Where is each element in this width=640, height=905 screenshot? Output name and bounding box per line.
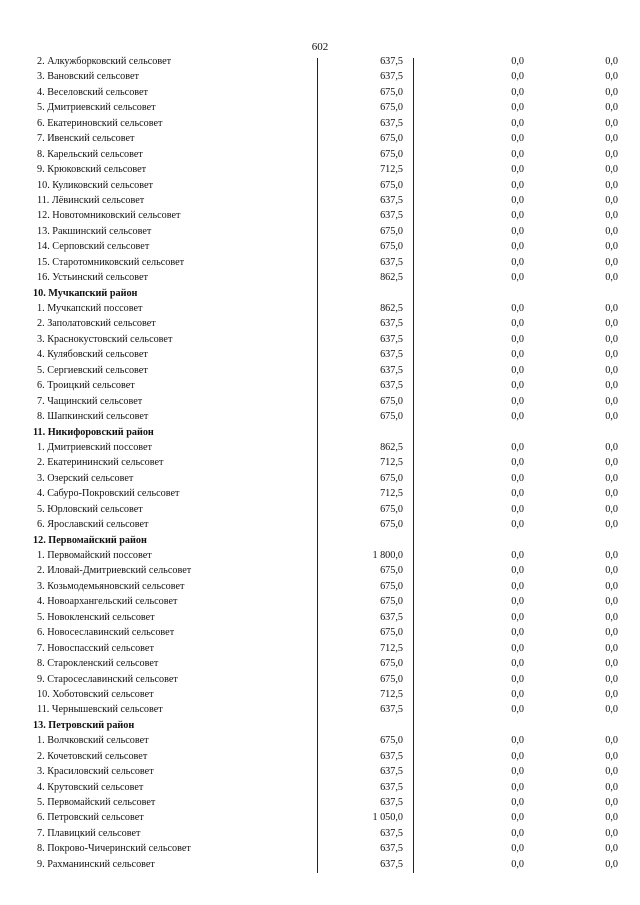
value-cell-1: 675,0 bbox=[380, 179, 403, 191]
table-row bbox=[33, 579, 618, 594]
value-cell-2: 0,0 bbox=[511, 488, 524, 500]
value-cell-1: 637,5 bbox=[380, 56, 403, 67]
value-cell-3: 0,0 bbox=[605, 488, 618, 500]
value-cell-3: 0,0 bbox=[605, 735, 618, 747]
table-row bbox=[33, 255, 618, 270]
table-row bbox=[33, 332, 618, 347]
value-cell-2: 0,0 bbox=[511, 210, 524, 222]
value-cell-3: 0,0 bbox=[605, 133, 618, 145]
value-cell-2: 0,0 bbox=[511, 333, 524, 345]
value-cell-2: 0,0 bbox=[511, 318, 524, 330]
table-row bbox=[33, 687, 618, 702]
value-cell-3: 0,0 bbox=[605, 349, 618, 361]
value-cell-2: 0,0 bbox=[511, 611, 524, 623]
value-cell-3: 0,0 bbox=[605, 56, 618, 67]
value-cell-1: 637,5 bbox=[380, 349, 403, 361]
settlement-name: 6. Троицкий сельсовет bbox=[37, 380, 135, 392]
table-row bbox=[33, 625, 618, 640]
value-cell-2: 0,0 bbox=[511, 812, 524, 824]
table-row bbox=[33, 162, 618, 177]
value-cell-1: 675,0 bbox=[380, 225, 403, 237]
value-cell-2: 0,0 bbox=[511, 704, 524, 716]
table-row bbox=[33, 780, 618, 795]
table-row bbox=[33, 455, 618, 470]
settlement-name: 3. Козьмодемьяновский сельсовет bbox=[37, 580, 185, 592]
settlement-name: 13. Ракшинский сельсовет bbox=[37, 225, 152, 237]
value-cell-3: 0,0 bbox=[605, 457, 618, 469]
settlement-name: 5. Сергиевский сельсовет bbox=[37, 364, 148, 376]
value-cell-3: 0,0 bbox=[605, 194, 618, 206]
settlement-name: 1. Дмитриевский поссовет bbox=[37, 441, 153, 453]
settlement-name: 9. Крюковский сельсовет bbox=[37, 164, 147, 176]
value-cell-3: 0,0 bbox=[605, 858, 618, 870]
settlement-name: 4. Веселовский сельсовет bbox=[37, 86, 149, 98]
value-cell-1: 712,5 bbox=[380, 488, 403, 500]
value-cell-1: 712,5 bbox=[380, 164, 403, 176]
table-row bbox=[33, 378, 618, 393]
district-name: 12. Первомайский район bbox=[33, 534, 147, 546]
value-cell-2: 0,0 bbox=[511, 797, 524, 808]
settlement-name: 7. Плавицкий сельсовет bbox=[37, 827, 141, 839]
value-cell-1: 637,5 bbox=[380, 843, 403, 855]
value-cell-1: 637,5 bbox=[380, 380, 403, 392]
table-row bbox=[33, 471, 618, 486]
district-name: 10. Мучкапский район bbox=[33, 287, 138, 299]
value-cell-2: 0,0 bbox=[511, 256, 524, 268]
settlement-name: 10. Куликовский сельсовет bbox=[37, 179, 153, 191]
settlement-name: 9. Рахманинский сельсовет bbox=[37, 858, 155, 870]
table-row bbox=[33, 841, 618, 856]
value-cell-3: 0,0 bbox=[605, 164, 618, 176]
settlement-name: 5. Юрловский сельсовет bbox=[37, 503, 143, 515]
value-cell-3: 0,0 bbox=[605, 380, 618, 392]
value-cell-1: 675,0 bbox=[380, 673, 403, 685]
settlement-name: 8. Карельский сельсовет bbox=[37, 148, 143, 160]
value-cell-1: 637,5 bbox=[380, 194, 403, 206]
table-row bbox=[33, 85, 618, 100]
value-cell-3: 0,0 bbox=[605, 303, 618, 314]
value-cell-2: 0,0 bbox=[511, 642, 524, 654]
value-cell-1: 712,5 bbox=[380, 688, 403, 700]
value-cell-3: 0,0 bbox=[605, 812, 618, 824]
value-cell-3: 0,0 bbox=[605, 642, 618, 654]
settlement-name: 3. Вановский сельсовет bbox=[37, 71, 139, 83]
value-cell-1: 637,5 bbox=[380, 766, 403, 778]
value-cell-2: 0,0 bbox=[511, 843, 524, 855]
value-cell-3: 0,0 bbox=[605, 86, 618, 98]
value-cell-1: 675,0 bbox=[380, 580, 403, 592]
value-cell-1: 712,5 bbox=[380, 642, 403, 654]
value-cell-2: 0,0 bbox=[511, 735, 524, 747]
value-cell-2: 0,0 bbox=[511, 858, 524, 870]
table-row bbox=[33, 795, 618, 810]
settlement-name: 10. Хоботовский сельсовет bbox=[37, 688, 154, 700]
value-cell-3: 0,0 bbox=[605, 704, 618, 716]
value-cell-3: 0,0 bbox=[605, 272, 618, 284]
value-cell-3: 0,0 bbox=[605, 611, 618, 623]
value-cell-3: 0,0 bbox=[605, 580, 618, 592]
value-cell-2: 0,0 bbox=[511, 580, 524, 592]
value-cell-1: 637,5 bbox=[380, 827, 403, 839]
value-cell-2: 0,0 bbox=[511, 565, 524, 577]
value-cell-1: 675,0 bbox=[380, 735, 403, 747]
value-cell-1: 637,5 bbox=[380, 781, 403, 793]
table-row bbox=[33, 409, 618, 424]
value-cell-3: 0,0 bbox=[605, 241, 618, 253]
table-row bbox=[33, 147, 618, 162]
value-cell-1: 637,5 bbox=[380, 364, 403, 376]
settlement-name: 4. Крутовский сельсовет bbox=[37, 781, 144, 793]
district-header-row bbox=[33, 425, 593, 440]
settlement-name: 8. Покрово-Чичеринский сельсовет bbox=[37, 843, 191, 855]
settlement-name: 3. Озерский сельсовет bbox=[37, 472, 134, 484]
value-cell-2: 0,0 bbox=[511, 472, 524, 484]
value-cell-3: 0,0 bbox=[605, 658, 618, 670]
table-row bbox=[33, 347, 618, 362]
table-row bbox=[33, 749, 618, 764]
value-cell-3: 0,0 bbox=[605, 441, 618, 453]
settlement-name: 3. Краснокустовский сельсовет bbox=[37, 333, 173, 345]
value-cell-1: 675,0 bbox=[380, 102, 403, 114]
value-cell-1: 675,0 bbox=[380, 395, 403, 407]
settlement-name: 6. Екатериновский сельсовет bbox=[37, 117, 163, 129]
table-row bbox=[33, 733, 618, 748]
settlement-name: 2. Кочетовский сельсовет bbox=[37, 750, 148, 762]
district-name: 13. Петровский район bbox=[33, 719, 135, 731]
value-cell-3: 0,0 bbox=[605, 827, 618, 839]
value-cell-1: 675,0 bbox=[380, 411, 403, 423]
value-cell-3: 0,0 bbox=[605, 673, 618, 685]
page-number: 602 bbox=[311, 41, 329, 53]
settlement-name: 12. Новотомниковский сельсовет bbox=[37, 210, 181, 222]
table-row bbox=[33, 672, 618, 687]
value-cell-1: 675,0 bbox=[380, 627, 403, 639]
value-cell-2: 0,0 bbox=[511, 750, 524, 762]
settlement-name: 2. Алкужборковский сельсовет bbox=[37, 56, 172, 67]
value-cell-1: 637,5 bbox=[380, 210, 403, 222]
budget-table bbox=[33, 54, 618, 872]
value-cell-1: 862,5 bbox=[380, 272, 403, 284]
table-row bbox=[33, 301, 618, 316]
table-row bbox=[33, 208, 618, 223]
value-cell-2: 0,0 bbox=[511, 349, 524, 361]
settlement-name: 5. Новокленский сельсовет bbox=[37, 611, 155, 623]
value-cell-3: 0,0 bbox=[605, 411, 618, 423]
settlement-name: 2. Заполатовский сельсовет bbox=[37, 318, 156, 330]
settlement-name: 4. Сабуро-Покровский сельсовет bbox=[37, 488, 180, 500]
value-cell-2: 0,0 bbox=[511, 519, 524, 531]
table-row bbox=[33, 224, 618, 239]
value-cell-2: 0,0 bbox=[511, 688, 524, 700]
settlement-name: 1. Мучкапский поссовет bbox=[37, 303, 143, 314]
settlement-name: 11. Лёвинский сельсовет bbox=[37, 194, 145, 206]
value-cell-3: 0,0 bbox=[605, 519, 618, 531]
value-cell-2: 0,0 bbox=[511, 827, 524, 839]
table-row bbox=[33, 610, 618, 625]
value-cell-3: 0,0 bbox=[605, 179, 618, 191]
value-cell-1: 862,5 bbox=[380, 303, 403, 314]
value-cell-1: 637,5 bbox=[380, 71, 403, 83]
value-cell-1: 637,5 bbox=[380, 797, 403, 808]
value-cell-2: 0,0 bbox=[511, 225, 524, 237]
table-row bbox=[33, 563, 618, 578]
settlement-name: 11. Чернышевский сельсовет bbox=[37, 704, 163, 716]
value-cell-2: 0,0 bbox=[511, 194, 524, 206]
value-cell-3: 0,0 bbox=[605, 627, 618, 639]
value-cell-2: 0,0 bbox=[511, 658, 524, 670]
table-row bbox=[33, 100, 618, 115]
value-cell-1: 675,0 bbox=[380, 503, 403, 515]
value-cell-1: 675,0 bbox=[380, 596, 403, 608]
table-row bbox=[33, 656, 618, 671]
district-header-row bbox=[33, 533, 593, 548]
table-row bbox=[33, 641, 618, 656]
value-cell-3: 0,0 bbox=[605, 256, 618, 268]
table-row bbox=[33, 69, 618, 84]
value-cell-1: 712,5 bbox=[380, 457, 403, 469]
value-cell-2: 0,0 bbox=[511, 148, 524, 160]
value-cell-2: 0,0 bbox=[511, 596, 524, 608]
table-row bbox=[33, 54, 618, 69]
value-cell-3: 0,0 bbox=[605, 596, 618, 608]
settlement-name: 5. Дмитриевский сельсовет bbox=[37, 102, 156, 114]
table-row bbox=[33, 239, 618, 254]
value-cell-1: 675,0 bbox=[380, 565, 403, 577]
value-cell-2: 0,0 bbox=[511, 441, 524, 453]
table-row bbox=[33, 270, 618, 285]
value-cell-3: 0,0 bbox=[605, 797, 618, 808]
settlement-name: 1. Волчковский сельсовет bbox=[37, 735, 149, 747]
value-cell-1: 675,0 bbox=[380, 148, 403, 160]
value-cell-2: 0,0 bbox=[511, 673, 524, 685]
value-cell-1: 637,5 bbox=[380, 333, 403, 345]
value-cell-1: 637,5 bbox=[380, 117, 403, 129]
settlement-name: 4. Кулябовский сельсовет bbox=[37, 349, 148, 361]
settlement-name: 3. Красиловский сельсовет bbox=[37, 766, 154, 778]
table-row bbox=[33, 594, 618, 609]
value-cell-3: 0,0 bbox=[605, 210, 618, 222]
value-cell-3: 0,0 bbox=[605, 148, 618, 160]
value-cell-1: 675,0 bbox=[380, 472, 403, 484]
settlement-name: 7. Новоспасский сельсовет bbox=[37, 642, 154, 654]
value-cell-3: 0,0 bbox=[605, 472, 618, 484]
value-cell-2: 0,0 bbox=[511, 395, 524, 407]
value-cell-2: 0,0 bbox=[511, 380, 524, 392]
settlement-name: 14. Серповский сельсовет bbox=[37, 241, 150, 253]
value-cell-1: 637,5 bbox=[380, 611, 403, 623]
value-cell-2: 0,0 bbox=[511, 503, 524, 515]
settlement-name: 8. Шапкинский сельсовет bbox=[37, 411, 149, 423]
table-row bbox=[33, 316, 618, 331]
value-cell-1: 862,5 bbox=[380, 441, 403, 453]
value-cell-1: 675,0 bbox=[380, 519, 403, 531]
value-cell-3: 0,0 bbox=[605, 565, 618, 577]
value-cell-3: 0,0 bbox=[605, 781, 618, 793]
settlement-name: 6. Ярославский сельсовет bbox=[37, 519, 149, 531]
value-cell-3: 0,0 bbox=[605, 102, 618, 114]
value-cell-2: 0,0 bbox=[511, 781, 524, 793]
value-cell-2: 0,0 bbox=[511, 164, 524, 176]
value-cell-2: 0,0 bbox=[511, 411, 524, 423]
table-row bbox=[33, 363, 618, 378]
value-cell-3: 0,0 bbox=[605, 550, 618, 561]
value-cell-3: 0,0 bbox=[605, 117, 618, 129]
table-row bbox=[33, 826, 618, 841]
table-row bbox=[33, 517, 618, 532]
district-name: 11. Никифоровский район bbox=[33, 426, 154, 438]
settlement-name: 4. Новоархангельский сельсовет bbox=[37, 596, 178, 608]
value-cell-1: 675,0 bbox=[380, 86, 403, 98]
value-cell-1: 675,0 bbox=[380, 133, 403, 145]
value-cell-1: 675,0 bbox=[380, 658, 403, 670]
value-cell-2: 0,0 bbox=[511, 303, 524, 314]
value-cell-2: 0,0 bbox=[511, 56, 524, 67]
table-row bbox=[33, 764, 618, 779]
value-cell-2: 0,0 bbox=[511, 241, 524, 253]
value-cell-2: 0,0 bbox=[511, 117, 524, 129]
value-cell-3: 0,0 bbox=[605, 318, 618, 330]
value-cell-1: 1 800,0 bbox=[372, 550, 403, 561]
value-cell-3: 0,0 bbox=[605, 503, 618, 515]
value-cell-3: 0,0 bbox=[605, 225, 618, 237]
settlement-name: 6. Новосеславинский сельсовет bbox=[37, 627, 175, 639]
value-cell-2: 0,0 bbox=[511, 364, 524, 376]
value-cell-2: 0,0 bbox=[511, 86, 524, 98]
table-row bbox=[33, 502, 618, 517]
value-cell-1: 637,5 bbox=[380, 256, 403, 268]
value-cell-2: 0,0 bbox=[511, 102, 524, 114]
value-cell-2: 0,0 bbox=[511, 457, 524, 469]
value-cell-2: 0,0 bbox=[511, 179, 524, 191]
settlement-name: 2. Иловай-Дмитриевский сельсовет bbox=[37, 565, 192, 577]
settlement-name: 6. Петровский сельсовет bbox=[37, 812, 144, 824]
settlement-name: 7. Чащинский сельсовет bbox=[37, 395, 143, 407]
district-header-row bbox=[33, 286, 593, 301]
value-cell-3: 0,0 bbox=[605, 750, 618, 762]
value-cell-2: 0,0 bbox=[511, 272, 524, 284]
value-cell-1: 637,5 bbox=[380, 704, 403, 716]
table-row bbox=[33, 810, 618, 825]
value-cell-2: 0,0 bbox=[511, 766, 524, 778]
settlement-name: 8. Старокленский сельсовет bbox=[37, 658, 159, 670]
value-cell-3: 0,0 bbox=[605, 843, 618, 855]
settlement-name: 15. Старотомниковский сельсовет bbox=[37, 256, 185, 268]
settlement-name: 2. Екатерининский сельсовет bbox=[37, 457, 164, 469]
table-row bbox=[33, 116, 618, 131]
table-row bbox=[33, 394, 618, 409]
settlement-name: 5. Первомайский сельсовет bbox=[37, 797, 156, 808]
value-cell-2: 0,0 bbox=[511, 550, 524, 561]
value-cell-1: 1 050,0 bbox=[372, 812, 403, 824]
value-cell-3: 0,0 bbox=[605, 71, 618, 83]
settlement-name: 7. Ивенский сельсовет bbox=[37, 133, 135, 145]
settlement-name: 9. Старосеславинский сельсовет bbox=[37, 673, 178, 685]
table-row bbox=[33, 702, 618, 717]
settlement-name: 16. Устьинский сельсовет bbox=[37, 272, 148, 284]
value-cell-2: 0,0 bbox=[511, 71, 524, 83]
table-row bbox=[33, 193, 618, 208]
table-row bbox=[33, 131, 618, 146]
value-cell-1: 675,0 bbox=[380, 241, 403, 253]
table-row bbox=[33, 178, 618, 193]
settlement-name: 1. Первомайский поссовет bbox=[37, 550, 152, 561]
value-cell-3: 0,0 bbox=[605, 766, 618, 778]
value-cell-3: 0,0 bbox=[605, 333, 618, 345]
value-cell-3: 0,0 bbox=[605, 364, 618, 376]
value-cell-3: 0,0 bbox=[605, 688, 618, 700]
value-cell-1: 637,5 bbox=[380, 858, 403, 870]
value-cell-2: 0,0 bbox=[511, 627, 524, 639]
table-row bbox=[33, 486, 618, 501]
district-header-row bbox=[33, 718, 593, 733]
value-cell-1: 637,5 bbox=[380, 750, 403, 762]
value-cell-1: 637,5 bbox=[380, 318, 403, 330]
table-row bbox=[33, 440, 618, 455]
value-cell-3: 0,0 bbox=[605, 395, 618, 407]
table-row bbox=[33, 857, 618, 872]
value-cell-2: 0,0 bbox=[511, 133, 524, 145]
table-row bbox=[33, 548, 618, 563]
